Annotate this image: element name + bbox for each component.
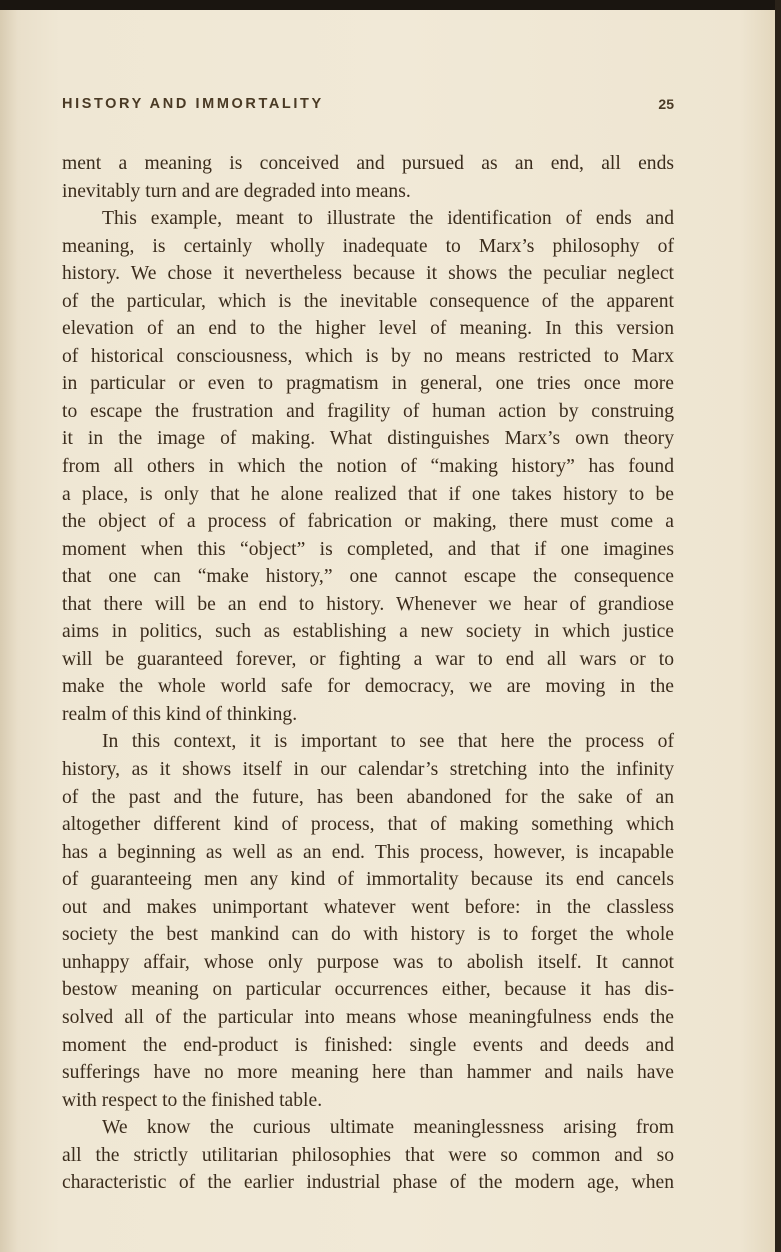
text-line: in particular or even to pragmatism in general, one tries once more xyxy=(62,373,674,395)
text-line: realm of this kind of thinking. xyxy=(62,703,298,725)
page-number: 25 xyxy=(658,96,674,112)
text-line: ment a meaning is conceived and pursued as an end, all ends xyxy=(62,153,674,174)
text-line: that one can “make history,” one cannot escape the consequence xyxy=(62,566,674,588)
running-head xyxy=(62,96,674,120)
text-line: of historical consciousness, which is by no means restricted to Marx xyxy=(62,345,674,367)
text-line: history, as it shows itself in our calendar’s stretching into the infinity xyxy=(62,759,674,781)
text-line: society the best mankind can do with history is to forget the whole xyxy=(62,924,674,946)
text-line: In this context, it is important to see that here the process of xyxy=(102,731,674,753)
text-line: characteristic of the earlier industrial phase of the modern age, when xyxy=(62,1172,674,1194)
text-line: aims in politics, such as establishing a new society in which justice xyxy=(62,621,674,643)
text-line: inevitably turn and are degraded into means. xyxy=(62,180,411,202)
text-line: out and makes unimportant whatever went before: in the classless xyxy=(62,896,674,918)
paragraph xyxy=(62,1114,674,1197)
text-line: history. We chose it nevertheless because it shows the peculiar neglect xyxy=(62,263,674,285)
text-line: elevation of an end to the higher level of meaning. In this version xyxy=(62,318,674,340)
text-line: This example, meant to illustrate the identification of ends and xyxy=(102,208,674,230)
text-line: We know the curious ultimate meaninglessness arising from xyxy=(102,1117,674,1139)
text-line: from all others in which the notion of “making history” has found xyxy=(62,456,674,478)
text-line: that there will be an end to history. Whenever we hear of grandiose xyxy=(62,593,674,615)
text-line: moment the end-product is finished: single events and deeds and xyxy=(62,1034,674,1056)
body-text xyxy=(62,150,674,1197)
text-line: of the particular, which is the inevitable consequence of the apparent xyxy=(62,290,674,312)
text-line: with respect to the finished table. xyxy=(62,1089,323,1111)
text-line: will be guaranteed forever, or fighting a war to end all wars or to xyxy=(62,648,674,670)
text-line: has a beginning as well as an end. This process, however, is incapable xyxy=(62,841,674,863)
text-line: moment when this “object” is completed, and that if one imagines xyxy=(62,538,674,560)
text-line: the object of a process of fabrication or making, there must come a xyxy=(62,511,674,533)
paragraph xyxy=(62,205,674,728)
text-line: solved all of the particular into means whose meaningfulness ends the xyxy=(62,1006,674,1028)
paragraph xyxy=(62,728,674,1114)
text-line: meaning, is certainly wholly inadequate to Marx’s philosophy of xyxy=(62,235,674,257)
text-line: of guaranteeing men any kind of immortality because its end cancels xyxy=(62,869,674,891)
text-line: unhappy affair, whose only purpose was to abolish itself. It cannot xyxy=(62,951,674,973)
text-line: it in the image of making. What distinguishes Marx’s own theory xyxy=(62,428,674,450)
chapter-title: HISTORY AND IMMORTALITY xyxy=(62,96,324,112)
page-edge xyxy=(775,0,781,1252)
paragraph xyxy=(62,150,674,205)
text-line: make the whole world safe for democracy, we are moving in the xyxy=(62,676,674,698)
text-line: bestow meaning on particular occurrences either, because it has dis- xyxy=(62,979,674,1001)
text-line: all the strictly utilitarian philosophies that were so common and so xyxy=(62,1144,674,1166)
book-page xyxy=(0,10,775,1252)
text-line: altogether different kind of process, that of making something which xyxy=(62,814,674,836)
text-line: to escape the frustration and fragility of human action by construing xyxy=(62,400,674,422)
text-line: of the past and the future, has been abandoned for the sake of an xyxy=(62,786,674,808)
text-line: a place, is only that he alone realized that if one takes history to be xyxy=(62,483,674,505)
text-line: sufferings have no more meaning here than hammer and nails have xyxy=(62,1062,674,1084)
